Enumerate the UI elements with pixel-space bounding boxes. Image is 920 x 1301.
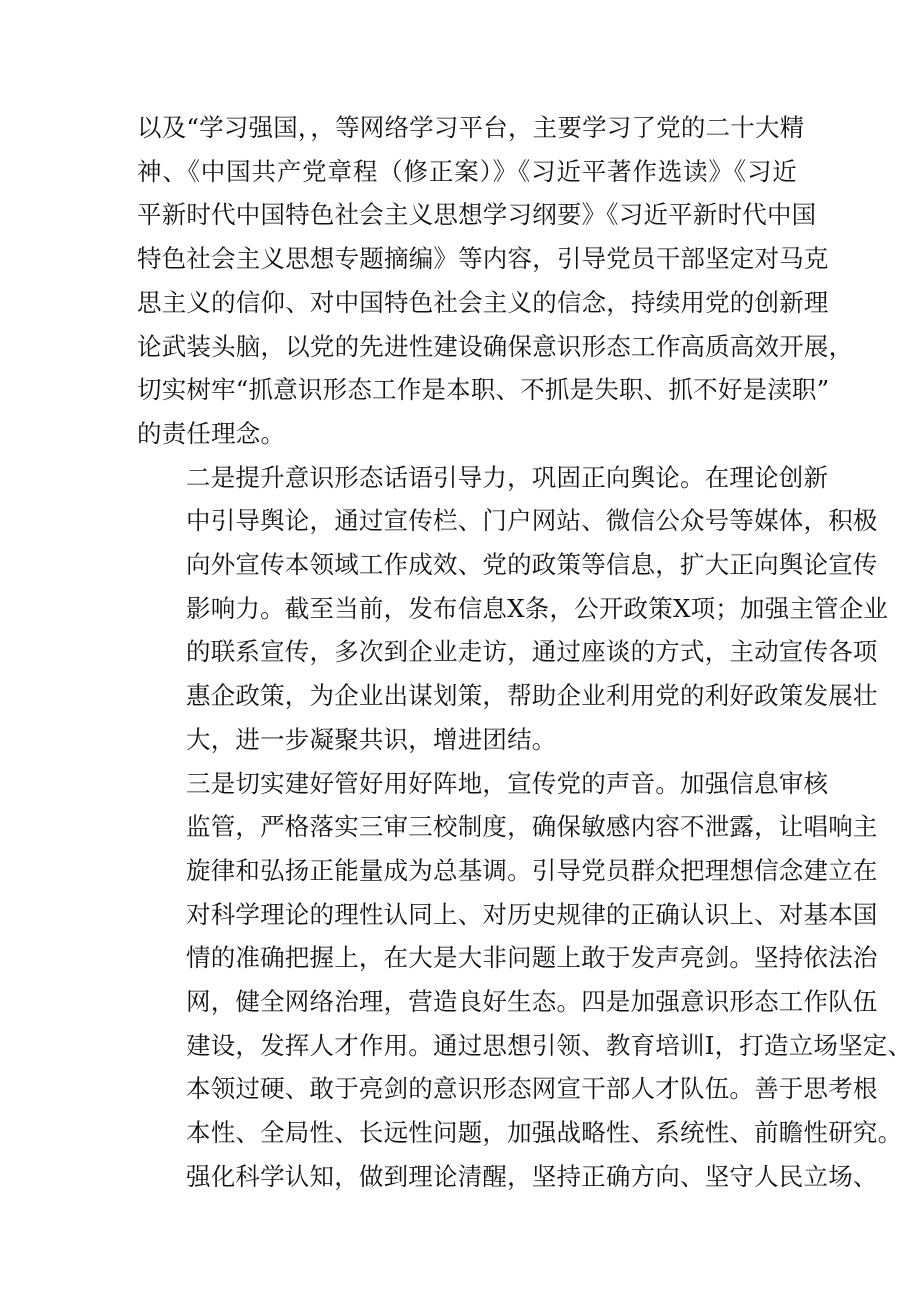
text-line: 网，健全网络治理，营造良好生态。四是加强意识形态工作队伍 [186,987,878,1017]
paragraph [137,762,913,1199]
text-line: 平新时代中国特色社会主义思想学习纲要》《习近平新时代中国 [137,200,817,230]
text-line: 思主义的信仰、对中国特色社会主义的信念，持续用党的创新理 [137,287,829,317]
paragraph [137,456,889,762]
text-line: 大，进一步凝聚共识，增进团结。 [186,724,557,754]
text-line: 强化科学认知，做到理论清醒，坚持正确方向、坚守人民立场、 [186,1161,878,1191]
text-line: 本性、全局性、长远性问题，加强战略性、系统性、前瞻性研究。 [186,1118,903,1148]
text-line: 监管，严格落实三审三校制度，确保敏感内容不泄露，让唱响主 [186,812,878,842]
text-line: 惠企政策，为企业出谋划策，帮助企业利用党的利好政策发展壮 [186,681,878,711]
text-line: 三是切实建好管好用好阵地，宣传党的声音。加强信息审核 [186,768,829,798]
text-line: 影响力。截至当前，发布信息X条，公开政策X项；加强主管企业 [186,593,889,623]
text-line: 对科学理论的理性认同上、对历史规律的正确认识上、对基本国 [186,899,878,929]
text-line: 以及“学习强国，，等网络学习平台，主要学习了党的二十大精 [137,113,805,142]
text-line: 情的准确把握上，在大是大非问题上敢于发声亮剑。坚持依法治 [186,943,878,973]
text-line: 的责任理念。 [137,418,286,448]
document-body [137,106,913,1199]
text-line: 建设，发挥人才作用。通过思想引领、教育培训I，打造立场坚定、 [186,1030,913,1060]
text-line: 的联系宣传，多次到企业走访，通过座谈的方式，主动宣传各项 [186,637,878,667]
text-line: 神、《中国共产党章程（修正案）》《习近平著作选读》《习近 [137,156,797,186]
text-line: 旋律和弘扬正能量成为总基调。引导党员群众把理想信念建立在 [186,855,878,885]
text-line: 二是提升意识形态话语引导力，巩固正向舆论。在理论创新 [186,462,829,492]
paragraph [137,106,854,456]
text-line: 向外宣传本领域工作成效、党的政策等信息，扩大正向舆论宣传 [186,550,878,580]
text-line: 论武装头脑，以党的先进性建设确保意识形态工作高质高效开展， [137,331,854,361]
text-line: 中引导舆论，通过宣传栏、门户网站、微信公众号等媒体，积极 [186,506,878,536]
text-line: 切实树牢“抓意识形态工作是本职、不抓是失职、抓不好是渎职” [137,375,830,405]
text-line: 本领过硬、敢于亮剑的意识形态网宣干部人才队伍。善于思考根 [186,1074,878,1104]
text-line: 特色社会主义思想专题摘编》等内容，引导党员干部坚定对马克 [137,244,829,274]
